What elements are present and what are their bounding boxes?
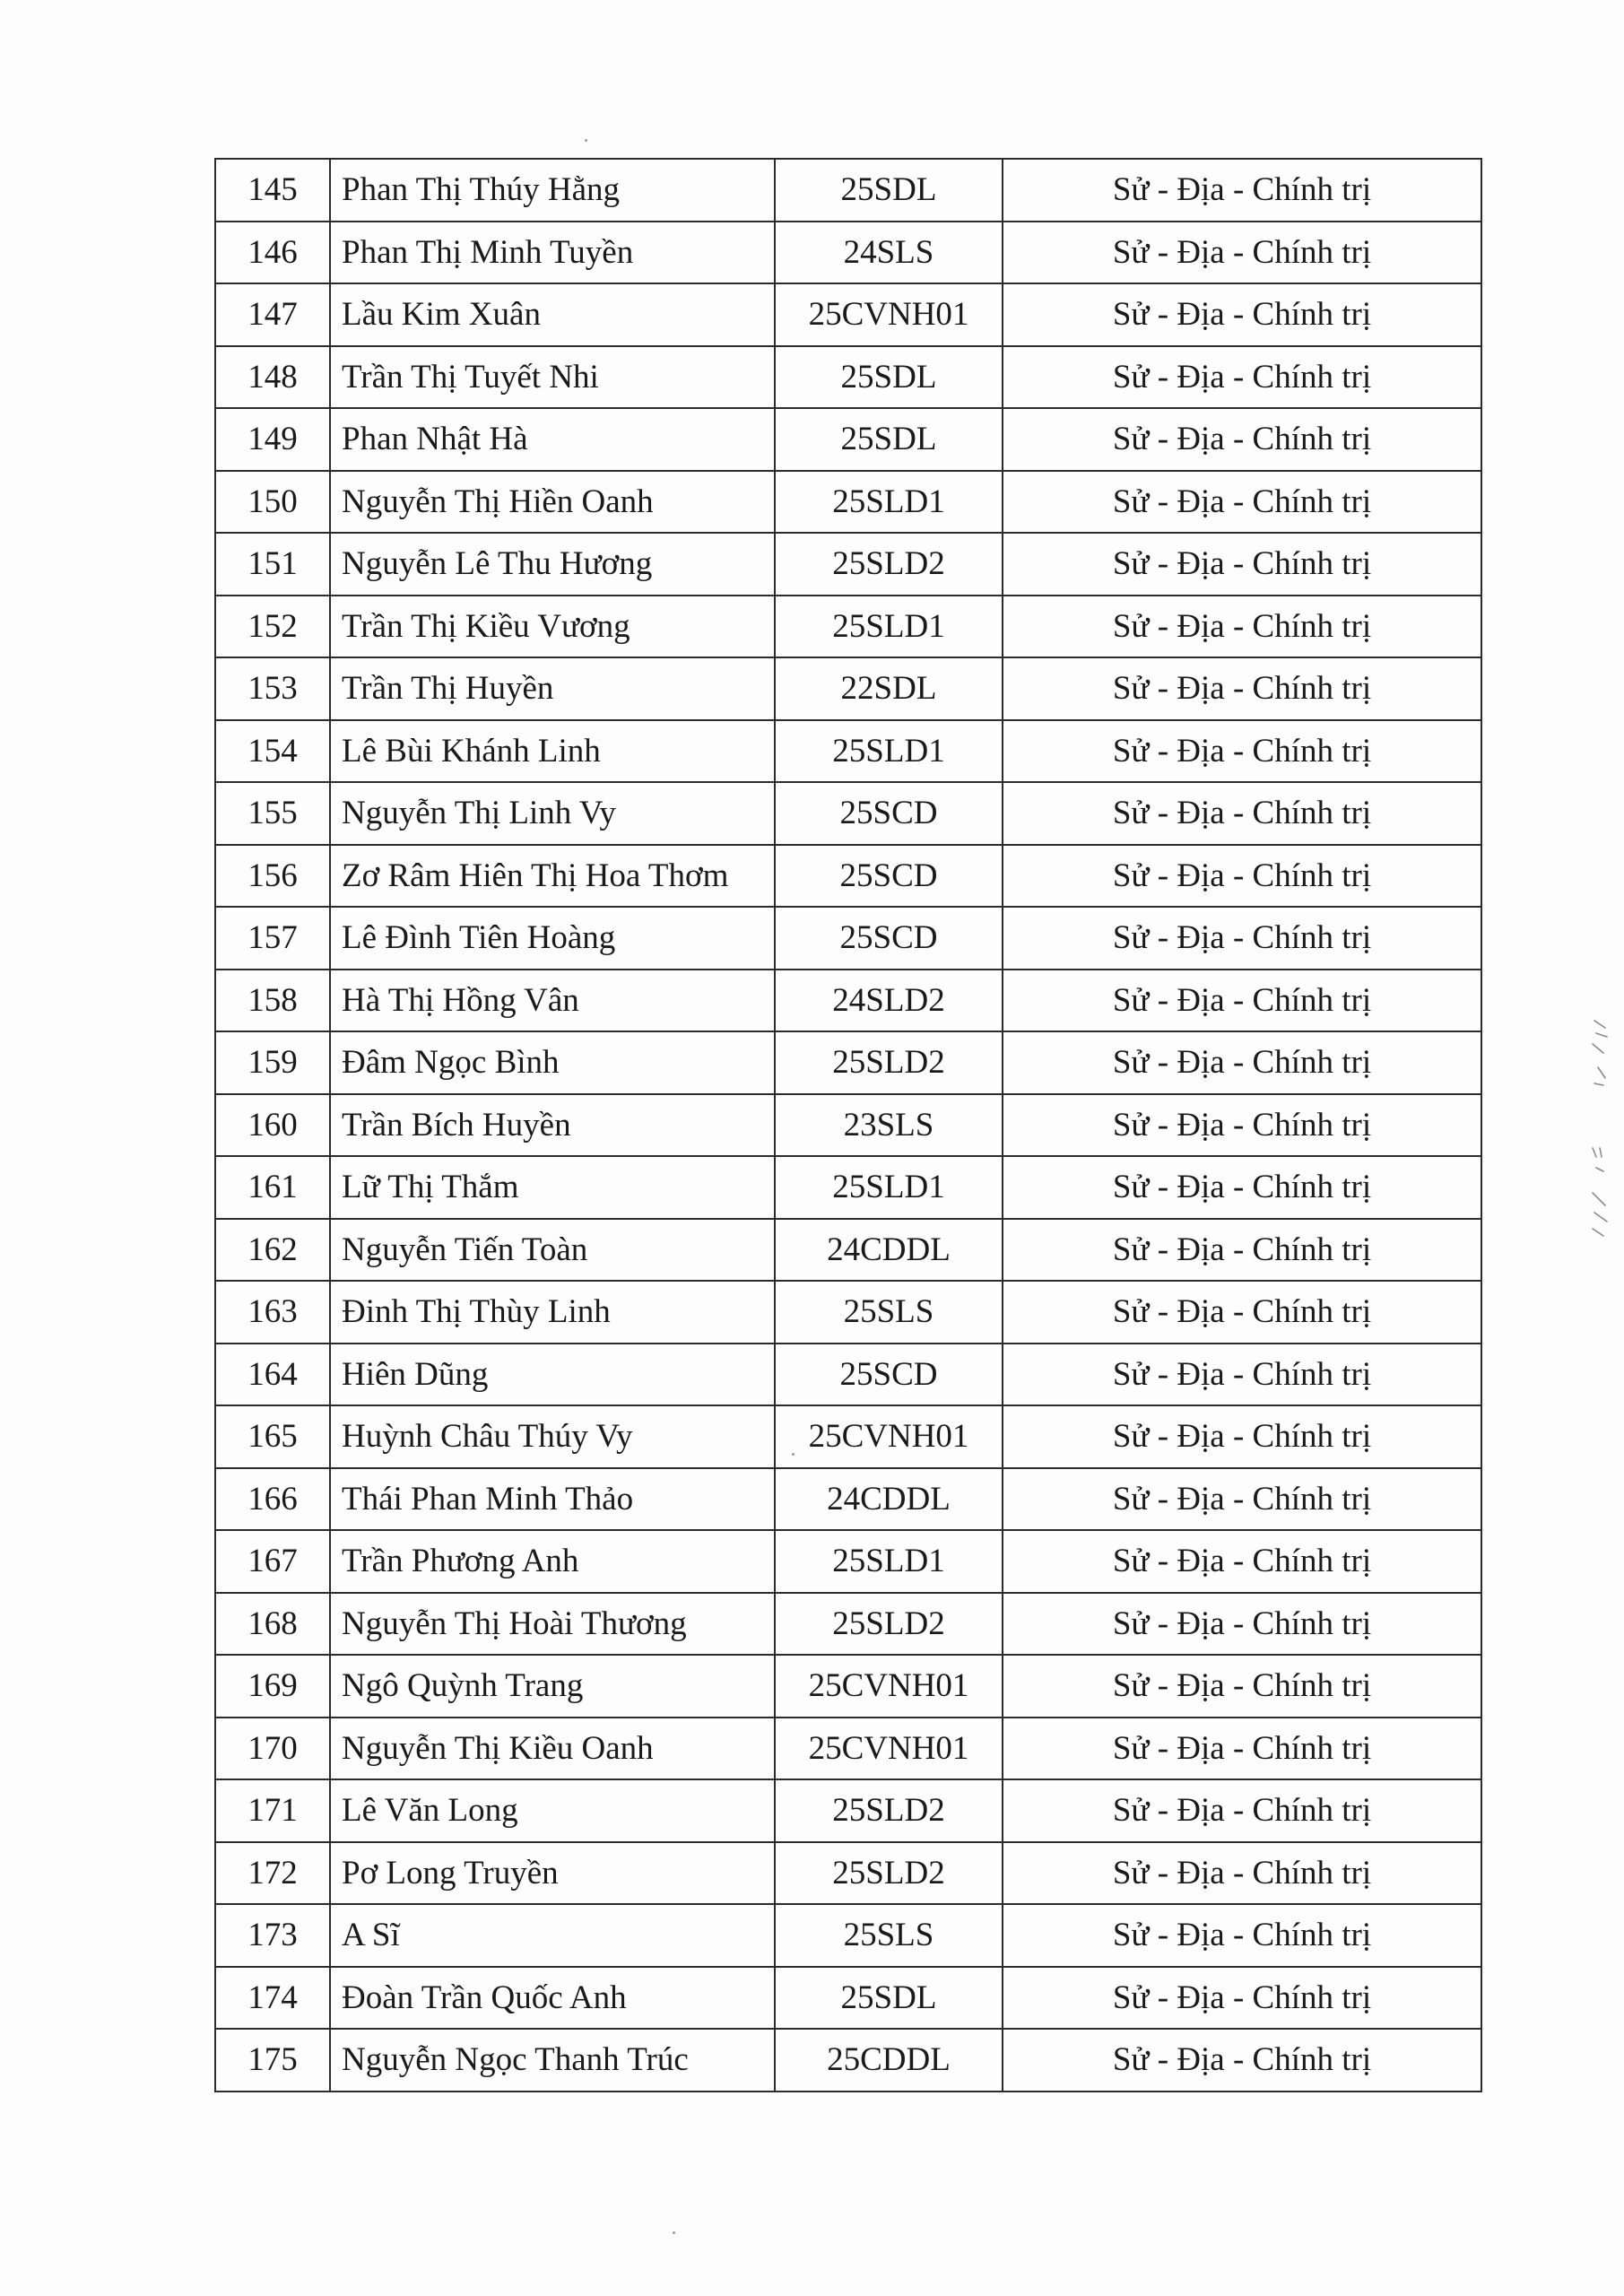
table-row — [215, 657, 1481, 720]
class-code: 25SLD1 — [775, 471, 1003, 534]
row-number: 172 — [215, 1842, 330, 1905]
row-number: 154 — [215, 720, 330, 783]
class-code: 25SLD2 — [775, 1593, 1003, 1656]
table-row — [215, 1219, 1481, 1282]
table-row — [215, 907, 1481, 970]
class-code: 25CDDL — [775, 2029, 1003, 2092]
faculty-name: Sử - Địa - Chính trị — [1003, 2029, 1481, 2092]
row-number: 171 — [215, 1779, 330, 1842]
table-row — [215, 720, 1481, 783]
faculty-name: Sử - Địa - Chính trị — [1003, 907, 1481, 970]
table-row — [215, 533, 1481, 596]
student-name: Nguyễn Thị Hoài Thương — [330, 1593, 775, 1656]
student-name: Nguyễn Thị Linh Vy — [330, 782, 775, 845]
faculty-name: Sử - Địa - Chính trị — [1003, 222, 1481, 284]
faculty-name: Sử - Địa - Chính trị — [1003, 1779, 1481, 1842]
faculty-name: Sử - Địa - Chính trị — [1003, 1405, 1481, 1468]
faculty-name: Sử - Địa - Chính trị — [1003, 1344, 1481, 1406]
row-number: 148 — [215, 346, 330, 409]
class-code: 25CVNH01 — [775, 1718, 1003, 1780]
student-name: Hà Thị Hồng Vân — [330, 970, 775, 1032]
faculty-name: Sử - Địa - Chính trị — [1003, 1094, 1481, 1157]
row-number: 168 — [215, 1593, 330, 1656]
class-code: 25SCD — [775, 782, 1003, 845]
row-number: 164 — [215, 1344, 330, 1406]
student-name: Nguyễn Thị Hiền Oanh — [330, 471, 775, 534]
faculty-name: Sử - Địa - Chính trị — [1003, 596, 1481, 658]
scan-speck — [673, 2231, 675, 2234]
row-number: 146 — [215, 222, 330, 284]
faculty-name: Sử - Địa - Chính trị — [1003, 970, 1481, 1032]
student-name: Phan Nhật Hà — [330, 408, 775, 471]
student-name: Huỳnh Châu Thúy Vy — [330, 1405, 775, 1468]
class-code: 25SLS — [775, 1904, 1003, 1967]
faculty-name: Sử - Địa - Chính trị — [1003, 1718, 1481, 1780]
class-code: 25SCD — [775, 1344, 1003, 1406]
table-row — [215, 1281, 1481, 1344]
student-name: Hiên Dũng — [330, 1344, 775, 1406]
row-number: 152 — [215, 596, 330, 658]
scan-speck — [792, 1453, 795, 1456]
table-row — [215, 1718, 1481, 1780]
faculty-name: Sử - Địa - Chính trị — [1003, 283, 1481, 346]
class-code: 24SLD2 — [775, 970, 1003, 1032]
row-number: 170 — [215, 1718, 330, 1780]
row-number: 149 — [215, 408, 330, 471]
student-name: Thái Phan Minh Thảo — [330, 1468, 775, 1531]
table-row — [215, 1344, 1481, 1406]
margin-stamp-icon — [1585, 1013, 1618, 1247]
row-number: 145 — [215, 159, 330, 222]
table-row — [215, 782, 1481, 845]
class-code: 25SLS — [775, 1281, 1003, 1344]
student-name: Zơ Râm Hiên Thị Hoa Thơm — [330, 845, 775, 908]
student-name: Nguyễn Ngọc Thanh Trúc — [330, 2029, 775, 2092]
row-number: 169 — [215, 1655, 330, 1718]
table-row — [215, 1094, 1481, 1157]
row-number: 155 — [215, 782, 330, 845]
row-number: 167 — [215, 1530, 330, 1593]
student-name: Nguyễn Thị Kiều Oanh — [330, 1718, 775, 1780]
faculty-name: Sử - Địa - Chính trị — [1003, 1281, 1481, 1344]
table-row — [215, 159, 1481, 222]
student-name: Đinh Thị Thùy Linh — [330, 1281, 775, 1344]
faculty-name: Sử - Địa - Chính trị — [1003, 533, 1481, 596]
student-name: Lê Đình Tiên Hoàng — [330, 907, 775, 970]
table-row — [215, 1468, 1481, 1531]
student-name: Trần Thị Kiều Vương — [330, 596, 775, 658]
student-name: Trần Thị Tuyết Nhi — [330, 346, 775, 409]
faculty-name: Sử - Địa - Chính trị — [1003, 1156, 1481, 1219]
faculty-name: Sử - Địa - Chính trị — [1003, 408, 1481, 471]
row-number: 150 — [215, 471, 330, 534]
class-code: 25SLD2 — [775, 1779, 1003, 1842]
row-number: 173 — [215, 1904, 330, 1967]
row-number: 151 — [215, 533, 330, 596]
faculty-name: Sử - Địa - Chính trị — [1003, 657, 1481, 720]
table-row — [215, 283, 1481, 346]
table-row — [215, 1031, 1481, 1094]
student-name: Đâm Ngọc Bình — [330, 1031, 775, 1094]
table-row — [215, 1156, 1481, 1219]
row-number: 156 — [215, 845, 330, 908]
table-row — [215, 471, 1481, 534]
class-code: 23SLS — [775, 1094, 1003, 1157]
student-name: Đoàn Trần Quốc Anh — [330, 1967, 775, 2030]
class-code: 25SLD1 — [775, 596, 1003, 658]
class-code: 25SLD1 — [775, 1530, 1003, 1593]
student-name: Trần Bích Huyền — [330, 1094, 775, 1157]
row-number: 163 — [215, 1281, 330, 1344]
student-name: Trần Phương Anh — [330, 1530, 775, 1593]
faculty-name: Sử - Địa - Chính trị — [1003, 346, 1481, 409]
class-code: 25SCD — [775, 845, 1003, 908]
row-number: 165 — [215, 1405, 330, 1468]
student-name: Phan Thị Thúy Hằng — [330, 159, 775, 222]
table-row — [215, 1779, 1481, 1842]
faculty-name: Sử - Địa - Chính trị — [1003, 471, 1481, 534]
class-code: 25CVNH01 — [775, 1655, 1003, 1718]
row-number: 157 — [215, 907, 330, 970]
table-row — [215, 408, 1481, 471]
class-code: 25SLD2 — [775, 1842, 1003, 1905]
student-name: A Sĩ — [330, 1904, 775, 1967]
row-number: 174 — [215, 1967, 330, 2030]
faculty-name: Sử - Địa - Chính trị — [1003, 1031, 1481, 1094]
table-row — [215, 1405, 1481, 1468]
faculty-name: Sử - Địa - Chính trị — [1003, 1530, 1481, 1593]
table-row — [215, 222, 1481, 284]
faculty-name: Sử - Địa - Chính trị — [1003, 845, 1481, 908]
class-code: 24CDDL — [775, 1468, 1003, 1531]
faculty-name: Sử - Địa - Chính trị — [1003, 1967, 1481, 2030]
table-row — [215, 1967, 1481, 2030]
faculty-name: Sử - Địa - Chính trị — [1003, 782, 1481, 845]
class-code: 25SDL — [775, 1967, 1003, 2030]
faculty-name: Sử - Địa - Chính trị — [1003, 1593, 1481, 1656]
table-row — [215, 1655, 1481, 1718]
class-code: 22SDL — [775, 657, 1003, 720]
class-code: 24SLS — [775, 222, 1003, 284]
class-code: 25SLD1 — [775, 720, 1003, 783]
student-name: Nguyễn Tiến Toàn — [330, 1219, 775, 1282]
class-code: 24CDDL — [775, 1219, 1003, 1282]
row-number: 160 — [215, 1094, 330, 1157]
class-code: 25SDL — [775, 159, 1003, 222]
row-number: 166 — [215, 1468, 330, 1531]
faculty-name: Sử - Địa - Chính trị — [1003, 1655, 1481, 1718]
faculty-name: Sử - Địa - Chính trị — [1003, 159, 1481, 222]
row-number: 175 — [215, 2029, 330, 2092]
table-row — [215, 596, 1481, 658]
table-row — [215, 1842, 1481, 1905]
table-row — [215, 1593, 1481, 1656]
row-number: 153 — [215, 657, 330, 720]
student-name: Nguyễn Lê Thu Hương — [330, 533, 775, 596]
faculty-name: Sử - Địa - Chính trị — [1003, 1219, 1481, 1282]
faculty-name: Sử - Địa - Chính trị — [1003, 1842, 1481, 1905]
class-code: 25CVNH01 — [775, 1405, 1003, 1468]
student-name: Lê Văn Long — [330, 1779, 775, 1842]
faculty-name: Sử - Địa - Chính trị — [1003, 1904, 1481, 1967]
student-name: Lữ Thị Thắm — [330, 1156, 775, 1219]
row-number: 162 — [215, 1219, 330, 1282]
class-code: 25CVNH01 — [775, 283, 1003, 346]
row-number: 159 — [215, 1031, 330, 1094]
class-code: 25SLD2 — [775, 1031, 1003, 1094]
class-code: 25SDL — [775, 346, 1003, 409]
student-name: Lầu Kim Xuân — [330, 283, 775, 346]
row-number: 161 — [215, 1156, 330, 1219]
class-code: 25SLD2 — [775, 533, 1003, 596]
table-row — [215, 970, 1481, 1032]
class-code: 25SDL — [775, 408, 1003, 471]
class-code: 25SLD1 — [775, 1156, 1003, 1219]
student-name: Pơ Long Truyền — [330, 1842, 775, 1905]
class-code: 25SCD — [775, 907, 1003, 970]
student-name: Trần Thị Huyền — [330, 657, 775, 720]
student-name: Ngô Quỳnh Trang — [330, 1655, 775, 1718]
table-row — [215, 845, 1481, 908]
table-row — [215, 1530, 1481, 1593]
faculty-name: Sử - Địa - Chính trị — [1003, 1468, 1481, 1531]
student-name: Lê Bùi Khánh Linh — [330, 720, 775, 783]
table-row — [215, 1904, 1481, 1967]
row-number: 158 — [215, 970, 330, 1032]
scan-speck — [585, 139, 587, 142]
faculty-name: Sử - Địa - Chính trị — [1003, 720, 1481, 783]
student-list-body — [215, 159, 1481, 2092]
table-row — [215, 2029, 1481, 2092]
table-row — [215, 346, 1481, 409]
student-list-table — [214, 158, 1482, 2092]
student-name: Phan Thị Minh Tuyền — [330, 222, 775, 284]
row-number: 147 — [215, 283, 330, 346]
